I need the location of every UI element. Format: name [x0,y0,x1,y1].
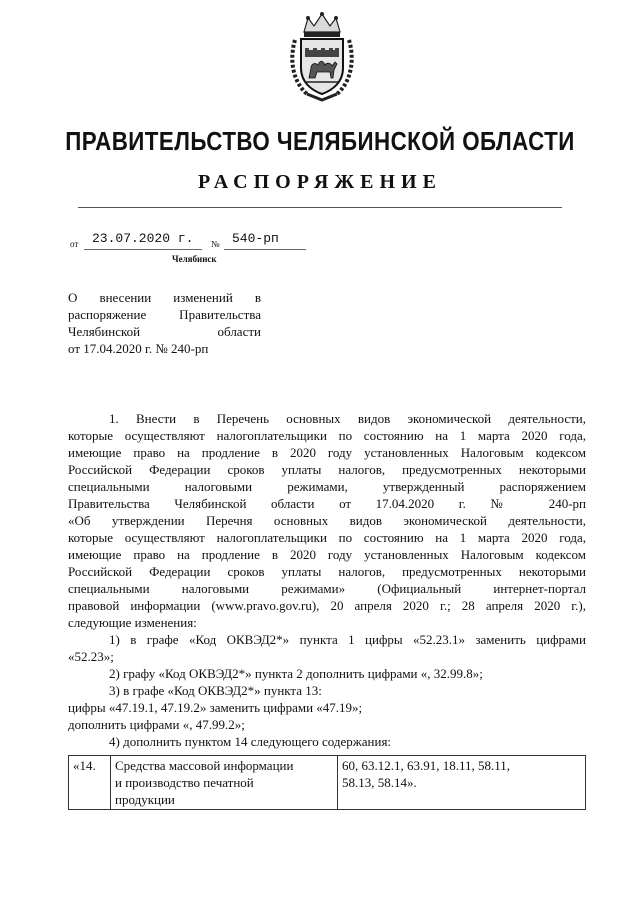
number-prefix: № [211,239,220,249]
table-row [69,756,586,810]
government-title: ПРАВИТЕЛЬСТВО ЧЕЛЯБИНСКОЙ ОБЛАСТИ [65,126,575,156]
document-type: РАСПОРЯЖЕНИЕ [198,171,442,193]
document-date: 23.07.2020 г. [92,231,194,246]
body-line: «52.23»; [68,649,114,664]
number-underline [224,249,306,250]
body-line: правовой информации (www.pravo.gov.ru), 20 апреля 2020 г.; 28 апреля 2020 г.), [68,598,586,613]
body-line: Российской Федерации сроков уплаты налогов, предусмотренных некоторыми [68,462,586,477]
activity-name-cell [111,756,338,810]
body-line: следующие изменения: [68,615,197,630]
body-line: Правительства Челябинской области от 17.04.2020 г. № 240-рп [68,496,586,511]
subject-line: от 17.04.2020 г. № 240-рп [68,341,209,356]
body-line: «Об утверждении Перечня основных видов экономической деятельности, [68,513,586,528]
body-line: имеющие право на продление в 2020 году установленных Налоговым кодексом [68,547,586,562]
body-line: 2) графу «Код ОКВЭД2*» пункта 2 дополнить цифрами «, 32.99.8»; [109,666,483,681]
body-line: цифры «47.19.1, 47.19.2» заменить цифрами «47.19»; [68,700,363,715]
okved-codes-cell [338,756,586,810]
document-body [68,410,586,750]
okved-codes-line: 58.13, 58.14». [342,775,417,790]
coat-of-arms-emblem [287,10,357,102]
body-line: 1) в графе «Код ОКВЭД2*» пункта 1 цифры «52.23.1» заменить цифрами [109,632,586,647]
body-line: Российской Федерации сроков уплаты налогов, предусмотренных некоторыми [68,564,586,579]
activity-name-line: и производство печатной [115,775,254,790]
date-prefix: от [70,239,79,249]
activity-name-line: Средства массовой информации [115,758,294,773]
body-line: 1. Внести в Перечень основных видов экономической деятельности, [109,411,586,426]
date-underline [84,249,202,250]
body-line: специальными налоговыми режимами» (Официальный интернет-портал [68,581,586,596]
activity-name-line: продукции [115,792,175,807]
body-line: которые осуществляют налогоплательщики по состоянию на 1 марта 2020 года, [68,530,586,545]
insertion-table [68,755,586,810]
header-divider [78,207,562,208]
subject-line: распоряжение Правительства [68,307,261,322]
document-number: 540-рп [232,231,279,246]
body-line: 4) дополнить пунктом 14 следующего содержания: [109,734,392,749]
item-number-cell: «14. [69,756,111,810]
subject-line: Челябинской области [68,324,261,339]
body-line: специальными налоговыми режимами, утвержденный распоряжением [68,479,586,494]
body-line: имеющие право на продление в 2020 году установленных Налоговым кодексом [68,445,586,460]
document-subject [68,289,261,357]
okved-codes-line: 60, 63.12.1, 63.91, 18.11, 58.11, [342,758,511,773]
issue-city: Челябинск [172,254,217,264]
body-line: которые осуществляют налогоплательщики по состоянию на 1 марта 2020 года, [68,428,586,443]
subject-line: О внесении изменений в [68,290,261,305]
body-line: 3) в графе «Код ОКВЭД2*» пункта 13: [109,683,322,698]
body-line: дополнить цифрами «, 47.99.2»; [68,717,245,732]
